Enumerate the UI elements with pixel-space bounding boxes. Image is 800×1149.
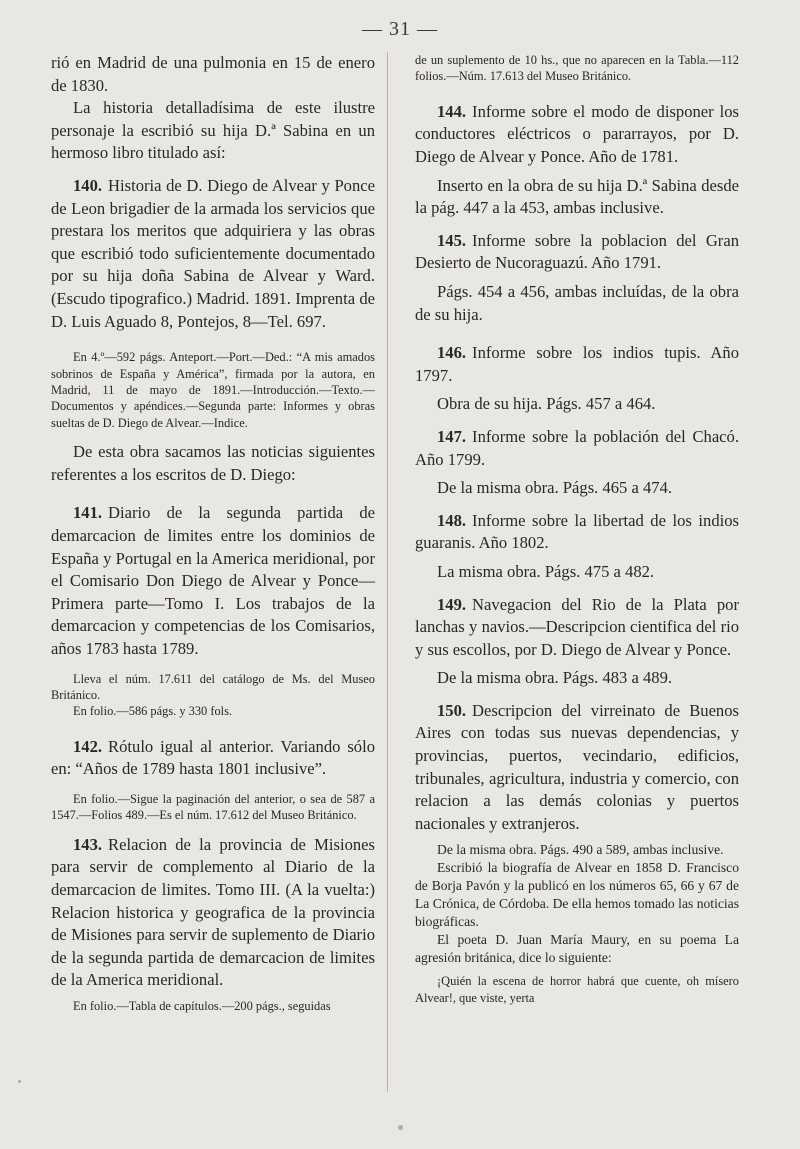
- poem-excerpt: ¡Quién la escena de horror habrá que cuente, oh mísero Alvear!, que viste, yerta: [415, 974, 739, 1005]
- entry-text: Rótulo igual al anterior. Variando sólo en: “Años de 1789 hasta 1801 inclusive”.: [51, 736, 375, 779]
- entry-text: Descripcion del virreinato de Buenos Aires con todas sus nuevas dependencias, y provincias, puertos, vecindario, edificios, tribunales, agricultura, industria y comercio, con relacion a las demás colonias y puertos nacionales y extranjeros.: [415, 700, 739, 833]
- paragraph: rió en Madrid de una pulmonia en 15 de enero de 1830.: [51, 53, 375, 95]
- note: De la misma obra. Págs. 465 a 474.: [437, 478, 673, 498]
- note: En folio.—Sigue la paginación del anterior, o sea de 587 a 1547.—Folios 489.—Es el núm. 17.612 del Museo Británico.: [51, 791, 375, 823]
- entry-text: Diario de la segunda partida de demarcacion de limites entre los dominios de España y Portugal en la America meridional, por el Comisario Don Diego de Alvear y Ponce—Primera parte—Tomo I. Los trabajos de la demarcacion y competencias de los Comisarios, años 1783 hasta 1789.: [51, 503, 375, 658]
- note: De la misma obra. Págs. 490 a 589, ambas inclusive.: [437, 842, 724, 858]
- entry-number: 149.: [437, 594, 467, 614]
- note: Escribió la biografía de Alvear en 1858 D. Francisco de Borja Pavón y la publicó en los números 65, 66 y 67 de La Crónica, de Córdoba. De ella hemos tomado las noticias biográficas.: [415, 860, 739, 930]
- entry-number: 145.: [437, 230, 467, 250]
- note: Obra de su hija. Págs. 457 a 464.: [437, 394, 656, 414]
- entry-number: 140.: [73, 175, 103, 195]
- note: En folio.—586 págs. y 330 fols.: [73, 704, 233, 719]
- entry-number: 146.: [437, 343, 467, 363]
- entry-141: [51, 502, 375, 660]
- entry-text: Informe sobre la población del Chacó. Año 1799.: [415, 426, 739, 469]
- left-column: [51, 52, 375, 1014]
- ink-speck: [398, 1125, 403, 1130]
- entry-145: [415, 230, 739, 275]
- entry-number: 148.: [437, 510, 467, 530]
- note: de un suplemento de 10 hs., que no aparecen en la Tabla.—112 folios.—Núm. 17.613 del Museo Británico.: [415, 53, 739, 84]
- entry-148: [415, 510, 739, 555]
- note: Págs. 454 a 456, ambas incluídas, de la obra de su hija.: [415, 281, 739, 324]
- note: En 4.º—592 págs. Anteport.—Port.—Ded.: “A mis amados sobrinos de España y América”, firmada por la autora, en Madrid, 11 de mayo de 1891.—Introducción.—Texto.—Documentos y apéndices.—Segunda parte: Informes y obras sueltas de D. Diego de Alvear.—Indice.: [51, 350, 375, 430]
- entry-number: 143.: [73, 834, 103, 854]
- entry-140: [51, 175, 375, 333]
- entry-number: 147.: [437, 426, 467, 446]
- entry-text: Historia de D. Diego de Alvear y Ponce de Leon brigadier de la armada los servicios que prestara los meritos que adquiriera y las obras que escribió todo suficientemente documentado por su hija doña Sabina de Alvear y Ward. (Escudo tipografico.) Madrid. 1891. Imprenta de D. Luis Aguado 8, Pontejos, 8—Tel. 697.: [51, 175, 375, 331]
- entry-text: Navegacion del Rio de la Plata por lanchas y navios.—Descripcion cientifica del rio y sus escollos, por D. Diego de Alvear y Ponce.: [415, 594, 739, 659]
- entry-text: Informe sobre el modo de disponer los conductores eléctricos o pararrayos, por D. Diego de Alvear y Ponce. Año de 1781.: [415, 101, 739, 166]
- entry-150: [415, 700, 739, 836]
- entry-149: [415, 594, 739, 662]
- entry-147: [415, 426, 739, 471]
- paragraph: De esta obra sacamos las noticias siguientes referentes a los escritos de D. Diego:: [51, 442, 375, 484]
- note: Inserto en la obra de su hija D.ª Sabina desde la pág. 447 a la 453, ambas inclusive.: [415, 175, 739, 218]
- entry-144: [415, 101, 739, 169]
- entry-142: [51, 736, 375, 781]
- entry-number: 150.: [437, 700, 467, 720]
- ink-speck: [18, 1080, 21, 1083]
- note: En folio.—Tabla de capítulos.—200 págs., seguidas: [73, 998, 331, 1013]
- note: La misma obra. Págs. 475 a 482.: [437, 561, 655, 581]
- entry-text: Informe sobre la libertad de los indios guaranis. Año 1802.: [415, 510, 739, 553]
- entry-146: [415, 342, 739, 387]
- note: El poeta D. Juan María Maury, en su poema La agresión británica, dice lo siguiente:: [415, 932, 739, 966]
- note: De la misma obra. Págs. 483 a 489.: [437, 668, 673, 688]
- paragraph: La historia detalladísima de este ilustre personaje la escribió su hija D.ª Sabina en un hermoso libro titulado así:: [51, 98, 375, 163]
- entry-number: 144.: [437, 101, 467, 121]
- entry-number: 142.: [73, 736, 103, 756]
- right-column: [415, 52, 739, 1006]
- column-divider: [387, 52, 388, 1092]
- entry-text: Informe sobre los indios tupis. Año 1797.: [415, 343, 739, 385]
- entry-text: Informe sobre la poblacion del Gran Desierto de Nucoraguazú. Año 1791.: [415, 230, 739, 273]
- entry-143: [51, 834, 375, 992]
- entry-text: Relacion de la provincia de Misiones para servir de complemento al Diario de la demarcacion de limites. Tomo III. (A la vuelta:) Relacion historica y geografica de la provincia de Misiones para servir de suplemento de Diario de la segunda partida de demarcacion de limites de la America meridional.: [51, 834, 375, 990]
- page-number: — 31 —: [362, 18, 438, 40]
- note: Lleva el núm. 17.611 del catálogo de Ms. del Museo Británico.: [51, 671, 375, 702]
- entry-number: 141.: [73, 503, 103, 523]
